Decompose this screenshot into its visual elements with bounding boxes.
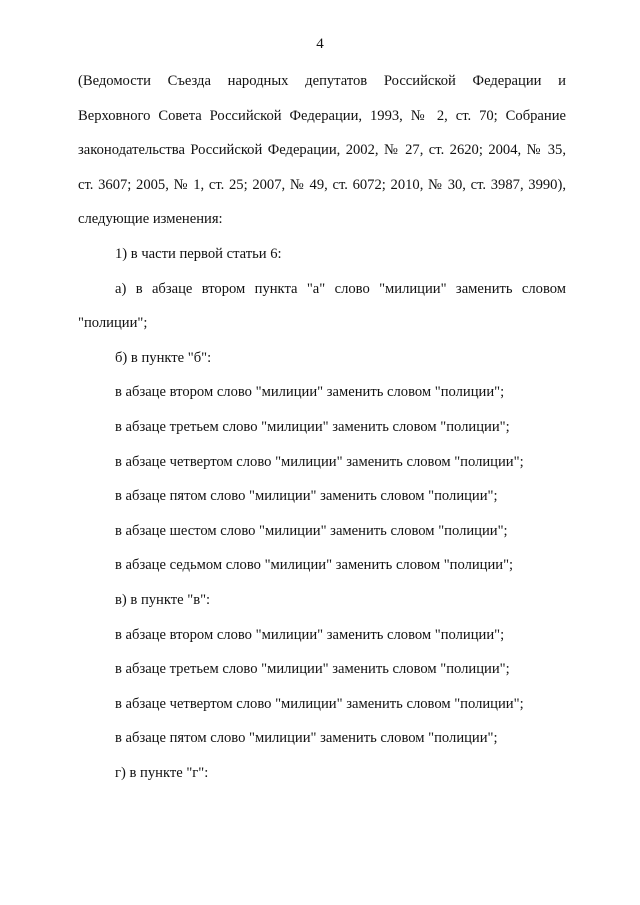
item-b-line: в абзаце четвертом слово "милиции" заменить словом "полиции";: [115, 453, 524, 470]
item-a-line: а) в абзаце втором пункта "а" слово "милиции" заменить словом: [115, 280, 566, 297]
item-b-line: в абзаце седьмом слово "милиции" заменить словом "полиции";: [115, 557, 514, 574]
item-b-heading: б) в пункте "б":: [115, 349, 212, 366]
intro-line: законодательства Российской Федерации, 2002, № 27, ст. 2620; 2004, № 35,: [78, 142, 566, 159]
item-b-line: в абзаце шестом слово "милиции" заменить словом "полиции";: [115, 522, 508, 539]
item-v-line: в абзаце третьем слово "милиции" заменить словом "полиции";: [115, 661, 510, 678]
item-v-line: в абзаце четвертом слово "милиции" заменить словом "полиции";: [115, 695, 524, 712]
item-a-line: "полиции";: [78, 315, 148, 332]
intro-line: ст. 3607; 2005, № 1, ст. 25; 2007, № 49, ст. 6072; 2010, № 30, ст. 3987, 3990),: [78, 176, 566, 193]
item-v-heading: в) в пункте "в":: [115, 591, 211, 608]
page-number: 4: [316, 36, 324, 52]
item-b-line: в абзаце втором слово "милиции" заменить словом "полиции";: [115, 384, 505, 401]
intro-line: Верховного Совета Российской Федерации, 1993, № 2, ст. 70; Собрание: [78, 107, 566, 124]
item-1: 1) в части первой статьи 6:: [115, 245, 282, 262]
item-g-heading: г) в пункте "г":: [115, 764, 209, 781]
item-v-line: в абзаце пятом слово "милиции" заменить словом "полиции";: [115, 730, 498, 747]
intro-line: следующие изменения:: [78, 211, 223, 228]
intro-line: (Ведомости Съезда народных депутатов Российской Федерации и: [78, 73, 566, 89]
intro-paragraph: [78, 64, 566, 790]
item-b-line: в абзаце пятом слово "милиции" заменить словом "полиции";: [115, 488, 498, 505]
item-b-line: в абзаце третьем слово "милиции" заменить словом "полиции";: [115, 418, 510, 435]
item-v-line: в абзаце втором слово "милиции" заменить словом "полиции";: [115, 626, 505, 643]
